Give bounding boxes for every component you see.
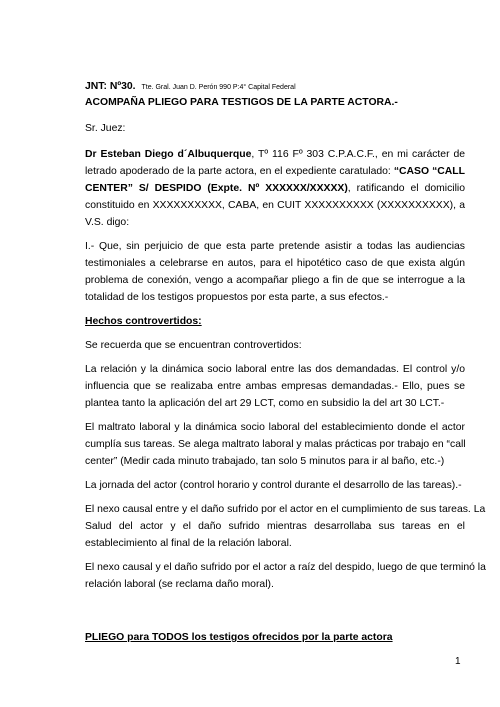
hechos-heading: Hechos controvertidos: xyxy=(85,316,202,327)
hechos-intro: Se recuerda que se encuentran controvertidos: xyxy=(85,340,302,351)
p4-line-1: El nexo causal entre y el daño sufrido por el actor en el cumplimiento de sus tareas. La xyxy=(85,504,486,515)
p2-line-2: cumplía sus tareas. Se alega maltrato laboral y malas prácticas por trabajo en “call xyxy=(85,439,466,450)
intro-line-5: V.S. digo: xyxy=(85,217,130,228)
document-title: ACOMPAÑA PLIEGO PARA TESTIGOS DE LA PARTE ACTORA.- xyxy=(85,97,398,108)
p4-line-3: establecimiento al final de la relación laboral. xyxy=(85,538,292,549)
p3-line: La jornada del actor (control horario y control durante el desarrollo de las tareas).- xyxy=(85,480,462,491)
p5-line-1: El nexo causal y el daño sufrido por el actor a raíz del despido, luego de que terminó la xyxy=(85,562,486,573)
page-number: 1 xyxy=(455,656,461,667)
court-address: Tte. Gral. Juan D. Perón 990 P:4° Capital Federal xyxy=(141,84,296,91)
header-line xyxy=(85,80,465,94)
p1-line-2: influencia que se realizaba entre ambas empresas demandadas.- Ello, pues se xyxy=(85,381,465,392)
intro-line-4: constituido en XXXXXXXXXX, CABA, en CUIT XXXXXXXXXX (XXXXXXXXXX), a xyxy=(85,200,465,211)
section1-line-3: problema de conexión, vengo a acompañar pliego a fin de que se interrogue a la xyxy=(85,275,465,286)
intro-line-1: Dr Esteban Diego d´Albuquerque, Tº 116 Fº 303 C.P.A.C.F., en mi carácter de xyxy=(85,149,465,160)
p1-line-3: plantea tanto la aplicación del art 29 LCT, como en subsidio la del art 30 LCT.- xyxy=(85,398,445,409)
pliego-heading: PLIEGO para TODOS los testigos ofrecidos por la parte actora xyxy=(85,632,393,643)
intro-line-3: CENTER” S/ DESPIDO (Expte. Nº XXXXXX/XXXXX), ratificando el domicilio xyxy=(85,183,465,194)
case-title: “CASO “CALL xyxy=(393,166,465,177)
section1-line-2: testimoniales a celebrarse en autos, para el hipotético caso de que exista algún xyxy=(85,258,465,269)
p2-line-1: El maltrato laboral y la dinámica socio laboral del establecimiento donde el actor xyxy=(85,422,465,433)
jnt-label: JNT: Nº30. xyxy=(85,81,136,92)
case-number: CENTER” S/ DESPIDO (Expte. Nº XXXXXX/XXXXX) xyxy=(85,183,348,194)
p1-line-1: La relación y la dinámica socio laboral entre las dos demandadas. El control y/o xyxy=(85,364,465,375)
p5-line-2: relación laboral (se reclama daño moral). xyxy=(85,579,274,590)
intro-line-2: letrado apoderado de la parte actora, en el expediente caratulado: “CASO “CALL xyxy=(85,166,465,177)
attorney-name: Dr Esteban Diego d´Albuquerque xyxy=(85,149,252,160)
salutation: Sr. Juez: xyxy=(85,123,126,134)
section1-line-4: totalidad de los testigos propuestos por esta parte, a sus efectos.- xyxy=(85,292,389,303)
p4-line-2: Salud del actor y el daño sufrido mientras desarrollaba sus tareas en el xyxy=(85,521,465,532)
p2-line-3: center” (Medir cada minuto trabajado, tan solo 5 minutos para ir al baño, etc.-) xyxy=(85,456,445,467)
section1-line-1: I.- Que, sin perjuicio de que esta parte pretende asistir a todas las audiencias xyxy=(85,241,465,252)
